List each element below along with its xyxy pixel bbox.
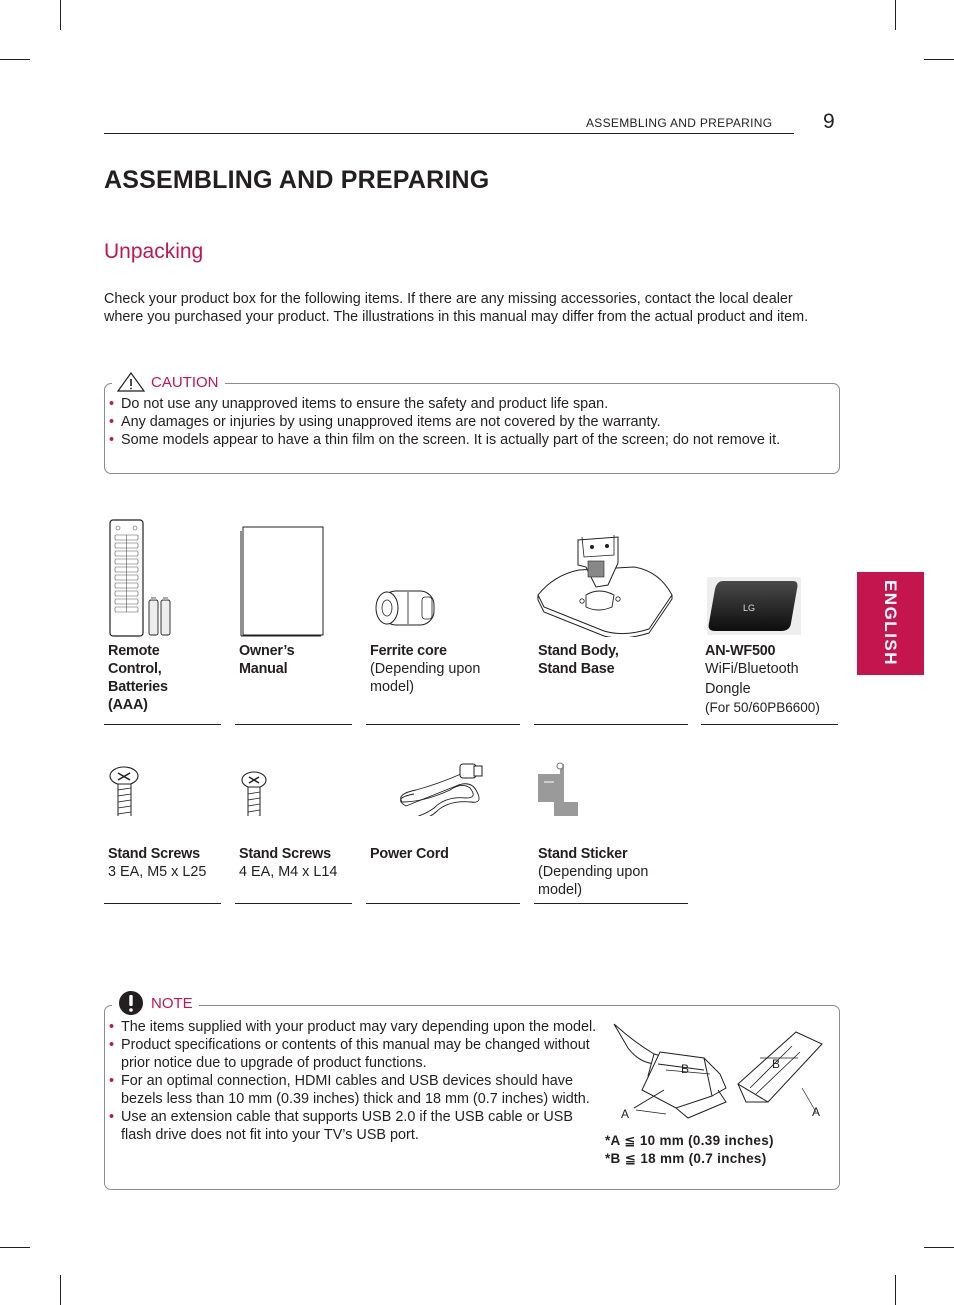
item-detail: 3 EA, M5 x L25	[108, 864, 207, 880]
item-rule	[366, 903, 520, 904]
item-rule	[104, 903, 221, 904]
language-tab-label: ENGLISH	[881, 579, 900, 667]
item-stand-screws-m5	[104, 694, 221, 904]
sticker-icon	[534, 694, 688, 816]
page-title: ASSEMBLING AND PREPARING	[104, 166, 490, 194]
dimension-label-a: A	[621, 1107, 630, 1121]
crop-mark	[60, 1275, 61, 1305]
crop-mark	[924, 59, 954, 60]
item-detail-model: (For 50/60PB6600)	[705, 700, 820, 715]
language-tab	[857, 572, 924, 675]
item-stand-screws-m4	[235, 694, 352, 904]
running-header: ASSEMBLING AND PREPARING	[586, 116, 773, 130]
caution-item: • Any damages or injuries by using unapproved items are not covered by the warranty.	[105, 413, 810, 431]
item-name: Remote Control, Batteries (AAA)	[108, 643, 168, 713]
item-name: Stand Screws	[108, 846, 200, 862]
item-name: Owner’s Manual	[239, 643, 295, 677]
crop-mark	[895, 0, 896, 30]
dimension-caption-b: *B ≦ 18 mm (0.7 inches)	[605, 1151, 767, 1166]
note-item: • Product specifications or contents of this manual may be changed without prior notice due to upgrade of product functions.	[105, 1036, 602, 1072]
item-rule	[534, 903, 688, 904]
manual-icon	[235, 515, 352, 637]
exclamation-icon	[116, 990, 146, 1016]
stand-icon	[534, 515, 688, 637]
item-name: Stand Body, Stand Base	[538, 643, 619, 677]
section-title: Unpacking	[104, 240, 204, 263]
item-name: Ferrite core	[370, 643, 447, 659]
note-label	[112, 990, 199, 1016]
note-item: • Use an extension cable that supports USB 2.0 if the USB cable or USB flash drive does not fit into your TV’s USB port.	[105, 1108, 602, 1144]
crop-mark	[924, 1247, 954, 1248]
page-number: 9	[823, 110, 835, 133]
remote-control-icon	[104, 515, 221, 637]
item-name: Stand Sticker	[538, 846, 628, 862]
screw-m4-icon	[235, 694, 352, 816]
item-name: Power Cord	[370, 846, 449, 862]
item-name: Stand Screws	[239, 846, 331, 862]
caution-item: • Do not use any unapproved items to ensure the safety and product life span.	[105, 395, 810, 413]
lg-logo: LG	[743, 603, 756, 613]
item-detail: (Depending upon model)	[538, 864, 649, 898]
power-cord-icon	[366, 694, 520, 816]
caution-item: • Some models appear to have a thin film on the screen. It is actually part of the screen; do not remove it.	[105, 431, 810, 449]
crop-mark	[0, 59, 30, 60]
connector-diagram	[606, 1018, 830, 1130]
item-detail: (Depending upon model)	[370, 661, 481, 695]
note-list	[105, 1018, 602, 1144]
crop-mark	[895, 1275, 896, 1305]
item-power-cord	[366, 694, 520, 904]
note-item: • The items supplied with your product may vary depending upon the model.	[105, 1018, 602, 1036]
dongle-icon	[701, 515, 838, 637]
crop-mark	[60, 0, 61, 30]
dimension-label-b: B	[772, 1057, 781, 1071]
dimension-label-b: B	[681, 1062, 690, 1076]
item-rule	[235, 903, 352, 904]
ferrite-core-icon	[366, 515, 520, 637]
dimension-label-a: A	[812, 1105, 821, 1119]
dimension-caption-a: *A ≦ 10 mm (0.39 inches)	[605, 1133, 774, 1148]
item-wifi-dongle	[701, 515, 838, 725]
crop-mark	[0, 1247, 30, 1248]
note-label-text: NOTE	[151, 994, 193, 1012]
item-detail: 4 EA, M4 x L14	[239, 864, 338, 880]
warning-triangle-icon	[116, 372, 146, 392]
caution-label-text: CAUTION	[151, 373, 219, 391]
header-rule	[104, 133, 794, 134]
item-stand-sticker	[534, 694, 688, 904]
note-item: • For an optimal connection, HDMI cables and USB devices should have bezels less than 10 mm (0.39 inches) thick and 18 mm (0.7 inches) width.	[105, 1072, 602, 1108]
caution-label	[112, 371, 225, 393]
item-detail: WiFi/Bluetooth Dongle	[705, 661, 799, 697]
intro-paragraph: Check your product box for the following items. If there are any missing accessories, contact the local dealer where you purchased your product. The illustrations in this manual may differ from the actual product and item.	[104, 291, 809, 325]
item-rule	[701, 724, 838, 725]
item-name: AN-WF500	[705, 643, 776, 659]
screw-m5-icon	[104, 694, 221, 816]
caution-list	[105, 395, 810, 449]
